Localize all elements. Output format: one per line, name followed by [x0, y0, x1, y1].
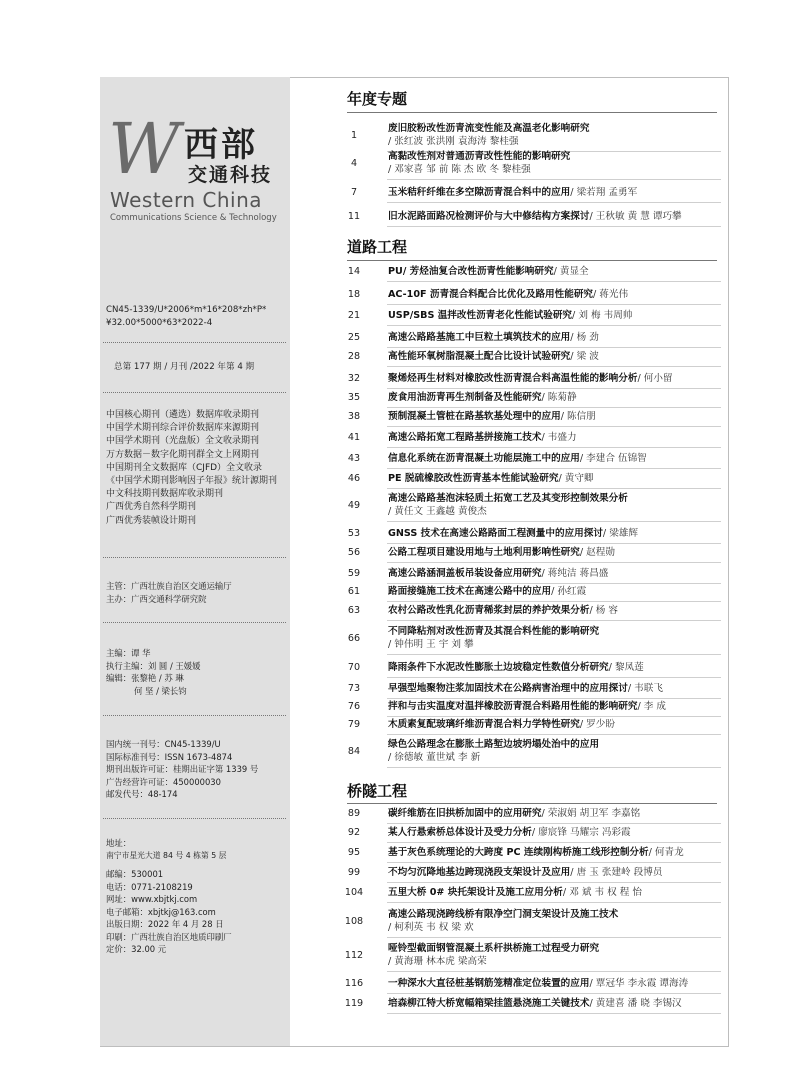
indexing-list	[106, 409, 277, 528]
toc-page-number: 38	[347, 411, 361, 422]
logo-w-mark: W	[108, 108, 180, 190]
toc-article-title: 废食用油沥青再生剂制备及性能研究	[388, 392, 542, 403]
postal-code: 邮发代号：48-174	[106, 789, 178, 799]
toc-entry-text	[388, 661, 723, 674]
index-item: 中国核心期刊（遴选）数据库收录期刊	[106, 410, 260, 420]
toc-page-number: 73	[347, 683, 361, 694]
toc-article-authors: / 李建合 伍锦智	[579, 453, 647, 464]
row-divider	[387, 347, 721, 348]
toc-article-authors: / 黄任文 王鑫越 黄俊杰	[388, 506, 487, 517]
row-divider	[387, 388, 721, 389]
executive-editor: 执行主编：刘 圆 / 王媛媛	[106, 660, 201, 671]
toc-article-title: 哑铃型截面钢管混凝土系杆拱桥施工过程受力研究	[388, 943, 600, 954]
toc-article-title: PE 脱硫橡胶改性沥青基本性能试验研究	[388, 473, 559, 484]
row-divider	[387, 304, 721, 305]
row-divider	[387, 767, 721, 768]
toc-entry[interactable]	[340, 472, 722, 485]
toc-article-title: USP/SBS 温拌改性沥青老化性能试验研究	[388, 310, 573, 321]
row-divider	[387, 971, 721, 972]
toc-article-title: 降雨条件下水泥改性膨胀土边坡稳定性数值分析研究	[388, 662, 609, 673]
toc-entry[interactable]	[340, 527, 722, 540]
toc-page-number: 49	[347, 499, 361, 511]
section-title: 桥隧工程	[347, 782, 408, 800]
row-divider	[387, 698, 721, 699]
row-divider	[387, 842, 721, 843]
toc-page-number: 53	[347, 528, 361, 539]
toc-entry-text	[388, 846, 723, 859]
toc-entry[interactable]	[340, 846, 722, 859]
toc-article-authors: / 蒋光伟	[593, 289, 629, 300]
toc-entry-text	[388, 410, 723, 423]
toc-page-number: 21	[347, 310, 361, 321]
toc-entry-text	[388, 472, 723, 485]
section-rule	[347, 260, 717, 261]
toc-article-title: 路面接缝施工技术在高速公路中的应用	[388, 586, 552, 597]
row-divider	[387, 882, 721, 883]
toc-entry-text	[388, 997, 723, 1010]
code-line-1: CN45-1339/U*2006*m*16*208*zh*P*	[106, 305, 267, 315]
website: 网址：www.xbjtkj.com	[106, 894, 198, 904]
toc-article-title: 高速公路拓宽工程路基拼接施工技术	[388, 432, 542, 443]
section-rule	[347, 112, 717, 113]
logo-en-line2: Communications Science & Technology	[110, 213, 277, 223]
toc-entry-text	[388, 826, 723, 839]
toc-article-title: 玉米秸秆纤维在多空隙沥青混合料中的应用	[388, 187, 571, 198]
printer: 印刷：广西壮族自治区地质印刷厂	[106, 931, 232, 942]
toc-page-number: 18	[347, 289, 361, 300]
toc-entry[interactable]	[340, 908, 722, 934]
toc-entry[interactable]	[340, 391, 722, 404]
ad-permit: 广告经营许可证：450000030	[106, 776, 221, 787]
toc-entry[interactable]	[340, 350, 722, 363]
row-divider	[387, 734, 721, 735]
toc-article-title: 某人行悬索桥总体设计及受力分析	[388, 827, 532, 838]
toc-entry-text	[388, 977, 723, 990]
toc-entry[interactable]	[340, 452, 722, 465]
toc-entry-text	[388, 585, 723, 598]
row-divider	[387, 654, 721, 655]
toc-entry[interactable]	[340, 492, 722, 518]
toc-entry[interactable]	[340, 288, 722, 301]
toc-entry[interactable]	[340, 604, 722, 617]
toc-entry[interactable]	[340, 826, 722, 839]
divider	[103, 392, 286, 393]
row-divider	[387, 620, 721, 621]
toc-article-authors: / 何小留	[637, 373, 673, 384]
toc-entry-text	[388, 350, 723, 363]
row-divider	[387, 937, 721, 938]
toc-entry[interactable]	[340, 700, 722, 713]
row-divider	[387, 716, 721, 717]
divider	[103, 818, 286, 819]
toc-entry-text	[388, 186, 723, 199]
toc-article-title: 公路工程项目建设用地与土地利用影响性研究	[388, 547, 580, 558]
toc-page-number: 61	[347, 586, 361, 597]
toc-article-title: 一种深水大直径桩基钢筋笼精准定位装置的应用	[388, 978, 590, 989]
toc-entry[interactable]	[340, 866, 722, 879]
toc-page-number: 116	[344, 978, 364, 989]
toc-entry[interactable]	[340, 309, 722, 322]
toc-article-title: 培森柳江特大桥宽幅箱梁挂篮悬浇施工关键技术	[388, 998, 590, 1009]
toc-entry-text	[388, 265, 723, 278]
toc-entry-text	[388, 886, 723, 899]
index-item: 广西优秀装帧设计期刊	[106, 515, 197, 526]
journal-logo	[108, 108, 278, 228]
row-divider	[387, 543, 721, 544]
toc-article-authors: / 唐 玉 张建岭 段博员	[570, 867, 663, 878]
toc-article-title: 五里大桥 0# 块托架设计及施工应用分析	[388, 887, 563, 898]
row-divider	[387, 407, 721, 408]
row-divider	[387, 447, 721, 448]
row-divider	[387, 862, 721, 863]
toc-entry[interactable]	[340, 122, 722, 148]
index-item: 广西优秀自然科学期刊	[106, 502, 197, 513]
toc-entry[interactable]	[340, 625, 722, 651]
toc-entry-text	[388, 738, 723, 764]
toc-page-number: 7	[350, 187, 358, 198]
toc-article-authors: / 孙红霞	[551, 586, 587, 597]
divider	[103, 622, 286, 623]
toc-entry[interactable]	[340, 410, 722, 423]
toc-article-authors: / 韦盛力	[541, 432, 577, 443]
toc-article-title: 预制混凝土管桩在路基软基处理中的应用	[388, 411, 561, 422]
toc-entry-text	[388, 431, 723, 444]
toc-entry-text	[388, 604, 723, 617]
divider	[103, 557, 286, 558]
toc-entry[interactable]	[340, 738, 722, 764]
toc-page-number: 79	[347, 719, 361, 730]
toc-article-authors: / 荣淑娟 胡卫军 李嘉铭	[541, 808, 641, 819]
section-title: 年度专题	[347, 90, 408, 108]
row-divider	[387, 366, 721, 367]
toc-page-number: 84	[347, 745, 361, 757]
toc-article-title: 不均匀沉降地基边跨现浇段支架设计及应用	[388, 867, 571, 878]
toc-article-authors: / 陈信朋	[560, 411, 596, 422]
toc-article-title: 拌和与击实温度对温拌橡胶沥青混合料路用性能的影响研究	[388, 701, 638, 712]
toc-page-number: 108	[344, 915, 364, 927]
toc-entry-text	[388, 567, 723, 580]
row-divider	[387, 993, 721, 994]
toc-article-authors: / 覃冠华 李永霞 谭海涛	[589, 978, 689, 989]
index-item: 万方数据－数字化期刊群全文上网期刊	[106, 449, 260, 460]
toc-article-authors: / 钟伟明 王 宇 刘 攀	[388, 639, 474, 650]
toc-article-title: 高速公路涵洞盖板吊装设备应用研究	[388, 568, 542, 579]
toc-article-title: 绿色公路理念在膨胀土路堑边坡坍塌处治中的应用	[388, 739, 600, 750]
row-divider	[387, 281, 721, 282]
toc-article-title: 高速公路现浇跨线桥有限净空门洞支架设计及施工技术	[388, 909, 619, 920]
index-item: 中国学术期刊（光盘版）全文收录期刊	[106, 436, 260, 447]
toc-page-number: 11	[347, 211, 361, 222]
toc-page-number: 95	[347, 847, 361, 858]
issn: 国际标准刊号：ISSN 1673-4874	[106, 751, 233, 762]
row-divider	[387, 488, 721, 489]
price: 定价：32.00 元	[106, 944, 167, 954]
toc-article-title: AC-10F 沥青混合料配合比优化及路用性能研究	[388, 289, 594, 300]
row-divider	[387, 426, 721, 427]
divider	[103, 715, 286, 716]
toc-page-number: 1	[350, 129, 358, 141]
toc-page-number: 14	[347, 266, 361, 277]
toc-page-number: 32	[347, 373, 361, 384]
index-item: 《中国学术期刊影响因子年报》统计源期刊	[106, 476, 278, 487]
toc-article-title: 旧水泥路面路况检测评价与大中修结构方案探讨	[388, 211, 590, 222]
toc-article-title: 废旧胶粉改性沥青流变性能及高温老化影响研究	[388, 123, 590, 134]
editor-in-chief: 主编：谭 华	[106, 648, 151, 658]
toc-page-number: 63	[347, 605, 361, 616]
toc-entry[interactable]	[340, 886, 722, 899]
toc-page-number: 112	[344, 949, 364, 961]
toc-article-title: PU/ 芳烃油复合改性沥青性能影响研究	[388, 266, 554, 277]
toc-entry-text	[388, 309, 723, 322]
toc-article-authors: / 何青龙	[648, 847, 684, 858]
toc-article-title: 早强型地聚物注浆加固技术在公路病害治理中的应用探讨	[388, 683, 628, 694]
toc-article-title: 碳纤维筋在旧拱桥加固中的应用研究	[388, 808, 542, 819]
toc-entry[interactable]	[340, 567, 722, 580]
toc-article-authors: / 柯利英 韦 权 梁 欢	[388, 922, 474, 933]
toc-article-authors: / 杨 劲	[570, 332, 599, 343]
toc-entry-text	[388, 807, 723, 820]
toc-entry[interactable]	[340, 546, 722, 559]
toc-page-number: 25	[347, 332, 361, 343]
row-divider	[387, 325, 721, 326]
toc-article-authors: / 梁雄辉	[602, 528, 638, 539]
toc-page-number: 59	[347, 568, 361, 579]
toc-page-number: 43	[347, 453, 361, 464]
toc-article-title: 木质素复配玻璃纤维沥青混合料力学特性研究	[388, 719, 580, 730]
toc-page-number: 99	[347, 867, 361, 878]
toc-article-title: 信息化系统在沥青混凝土功能层施工中的应用	[388, 453, 580, 464]
toc-entry[interactable]	[340, 997, 722, 1010]
toc-entry[interactable]	[340, 431, 722, 444]
toc-article-authors: / 李 成	[637, 701, 666, 712]
toc-article-title: GNSS 技术在高速公路路面工程测量中的应用探讨	[388, 528, 603, 539]
toc-entry-text	[388, 942, 723, 968]
toc-page-number: 89	[347, 808, 361, 819]
toc-article-authors: / 邓家喜 邹 前 陈 杰 欧 冬 黎桂强	[388, 164, 531, 175]
toc-article-authors: / 廖宸锋 马耀宗 冯彩霞	[531, 827, 631, 838]
toc-entry[interactable]	[340, 585, 722, 598]
phone: 电话：0771-2108219	[106, 881, 193, 892]
toc-entry-text	[388, 527, 723, 540]
logo-cn-line1: 西部	[184, 125, 258, 165]
toc-entry[interactable]	[340, 718, 722, 731]
toc-article-authors: / 邓 斌 韦 权 程 怡	[562, 887, 642, 898]
toc-entry[interactable]	[340, 977, 722, 990]
publish-date: 出版日期：2022 年 4 月 28 日	[106, 919, 224, 929]
toc-article-title: 高性能环氧树脂混凝土配合比设计试验研究	[388, 351, 571, 362]
toc-entry-text	[388, 288, 723, 301]
toc-article-authors: / 王秋敏 黄 慧 谭巧攀	[589, 211, 682, 222]
divider	[103, 342, 286, 343]
toc-page-number: 41	[347, 432, 361, 443]
toc-entry[interactable]	[340, 210, 722, 223]
toc-article-title: 聚烯烃再生材料对橡胶改性沥青混合料高温性能的影响分析	[388, 373, 638, 384]
index-item: 中国学术期刊综合评价数据库来源期刊	[106, 423, 260, 434]
toc-page-number: 46	[347, 473, 361, 484]
toc-page-number: 4	[350, 157, 358, 169]
toc-entry-text	[388, 372, 723, 385]
toc-article-authors: / 陈菊静	[541, 392, 577, 403]
index-item: 中文科技期刊数据库收录期刊	[106, 489, 224, 500]
row-divider	[387, 583, 721, 584]
row-divider	[387, 226, 721, 227]
row-divider	[387, 562, 721, 563]
toc-article-title: 基于灰色系统理论的大跨度 PC 连续刚构桥施工线形控制分析	[388, 847, 649, 858]
toc-article-authors: / 蒋纯洁 蒋昌盛	[541, 568, 609, 579]
toc-entry[interactable]	[340, 942, 722, 968]
toc-entry[interactable]	[340, 372, 722, 385]
sponsor: 主办：广西交通科学研究院	[106, 593, 207, 604]
toc-article-authors: / 黄显全	[553, 266, 589, 277]
toc-entry[interactable]	[340, 807, 722, 820]
toc-article-authors: / 杨 容	[589, 605, 618, 616]
row-divider	[387, 521, 721, 522]
section-rule	[347, 803, 717, 804]
issue-info: 总第 177 期 / 月刊 /2022 年第 4 期	[114, 362, 255, 372]
index-item: 中国期刊全文数据库（CJFD）全文收录	[106, 462, 263, 473]
toc-article-authors: / 黎凤莲	[608, 662, 644, 673]
cn-number: 国内统一刊号：CN45-1339/U	[106, 739, 221, 749]
toc-article-authors: / 黄海珊 林本虎 梁高荣	[388, 956, 487, 967]
row-divider	[387, 677, 721, 678]
toc-entry-text	[388, 492, 723, 518]
toc-article-authors: / 黄建喜 潘 晓 李锡汉	[589, 998, 682, 1009]
toc-article-authors: / 罗少盼	[579, 719, 615, 730]
toc-entry-text	[388, 331, 723, 344]
toc-article-authors: / 刘 梅 韦周帅	[572, 310, 633, 321]
toc-entry-text	[388, 625, 723, 651]
toc-entry-text	[388, 908, 723, 934]
toc-entry-text	[388, 700, 723, 713]
toc-page-number: 76	[347, 701, 361, 712]
toc-article-authors: / 梁 波	[570, 351, 599, 362]
toc-article-title: 高速公路路基施工中巨粒土填筑技术的应用	[388, 332, 571, 343]
row-divider	[387, 202, 721, 203]
toc-page-number: 104	[344, 887, 364, 898]
toc-entry[interactable]	[340, 265, 722, 278]
toc-entry-text	[388, 122, 723, 148]
toc-page-number: 70	[347, 662, 361, 673]
toc-entry[interactable]	[340, 331, 722, 344]
address-label: 地址：	[106, 838, 132, 848]
toc-page-number: 66	[347, 632, 361, 644]
row-divider	[387, 902, 721, 903]
toc-article-authors: / 张红波 张洪刚 袁海涛 黎桂强	[388, 136, 519, 147]
toc-entry[interactable]	[340, 150, 722, 176]
toc-entry-text	[388, 452, 723, 465]
toc-article-authors: / 黄守卿	[558, 473, 594, 484]
row-divider	[387, 179, 721, 180]
editors-cont: 何 坚 / 梁长钧	[134, 685, 187, 696]
toc-page-number: 119	[344, 998, 364, 1009]
email: 电子邮箱：xbjtkj@163.com	[106, 906, 216, 917]
toc-entry[interactable]	[340, 186, 722, 199]
toc-article-authors: / 韦联飞	[627, 683, 663, 694]
toc-entry-text	[388, 150, 723, 176]
row-divider	[387, 823, 721, 824]
logo-cn-line2: 交通科技	[188, 164, 273, 186]
toc-entry[interactable]	[340, 661, 722, 674]
zip-code: 邮编：530001	[106, 869, 164, 879]
toc-entry-text	[388, 866, 723, 879]
toc-page-number: 35	[347, 392, 361, 403]
section-title: 道路工程	[347, 238, 408, 256]
code-line-2: ¥32.00*5000*63*2022-4	[106, 318, 213, 328]
toc-page-number: 56	[347, 547, 361, 558]
editors: 编辑：张黎艳 / 苏 琳	[106, 673, 184, 683]
row-divider	[387, 601, 721, 602]
toc-page-number: 92	[347, 827, 361, 838]
toc-entry-text	[388, 718, 723, 731]
toc-entry-text	[388, 682, 723, 695]
toc-article-authors: / 徐德敏 董世斌 李 新	[388, 752, 481, 763]
supervisor: 主管：广西壮族自治区交通运输厅	[106, 581, 232, 591]
publication-permit: 期刊出版许可证：桂期出证字第 1339 号	[106, 764, 259, 774]
logo-en-line1: Western China	[110, 188, 263, 212]
toc-article-authors: / 梁若翔 孟勇军	[570, 187, 638, 198]
row-divider	[387, 1013, 721, 1014]
address: 南宁市星光大道 84 号 4 栋第 5 层	[106, 850, 227, 860]
toc-article-authors: / 赵程勋	[579, 547, 615, 558]
toc-page-number: 28	[347, 351, 361, 362]
toc-entry-text	[388, 546, 723, 559]
row-divider	[387, 468, 721, 469]
toc-article-title: 高黏改性剂对普通沥青改性性能的影响研究	[388, 151, 571, 162]
toc-entry-text	[388, 391, 723, 404]
toc-article-title: 农村公路改性乳化沥青稀浆封层的养护效果分析	[388, 605, 590, 616]
toc-entry-text	[388, 210, 723, 223]
toc-article-title: 不同降粘剂对改性沥青及其混合料性能的影响研究	[388, 626, 600, 637]
toc-article-title: 高速公路路基泡沫轻质土拓宽工艺及其变形控制效果分析	[388, 493, 628, 504]
toc-entry[interactable]	[340, 682, 722, 695]
